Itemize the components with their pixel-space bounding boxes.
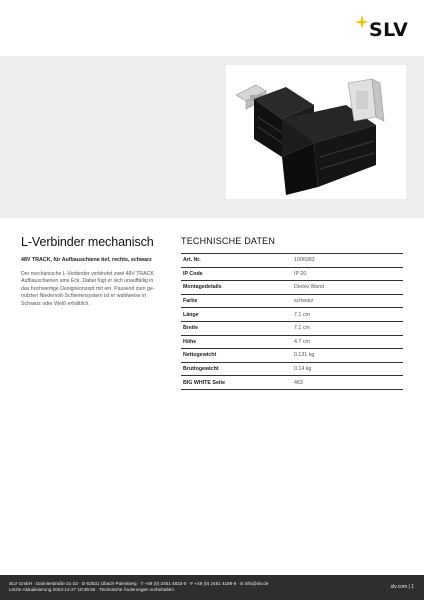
row-label: Länge: [181, 308, 292, 322]
table-row: [181, 349, 403, 363]
table-row: [181, 362, 403, 376]
technical-data-title: TECHNISCHE DATEN: [181, 236, 276, 246]
row-label: Farbe: [181, 294, 292, 308]
technical-data: [181, 236, 403, 390]
description-line: Der mechanische L-Verbinder verbindet zwei 48V TRACK: [21, 271, 154, 277]
footer-page-number: slv.com | 1: [390, 584, 414, 590]
row-value: schwarz: [292, 294, 403, 308]
brand-name: SLV: [369, 19, 409, 41]
product-title: L-Verbinder mechanisch: [21, 235, 154, 249]
description-line: das hochwertige Designkonzept mit ein. Passend zum ge-: [21, 285, 155, 292]
slv-logo: [355, 18, 407, 42]
l-connector-illustration: [226, 65, 406, 199]
page-header: [0, 0, 424, 56]
row-label: BIG WHITE Seite: [181, 376, 292, 390]
table-row: [181, 254, 403, 268]
description-line: nutzten Niedervolt-Schienensystem ist er wahlweise in: [21, 293, 147, 300]
row-value: 0.131 kg: [292, 349, 403, 363]
row-value: 1006983: [292, 254, 403, 268]
product-image: [226, 65, 406, 199]
product-description: [21, 271, 171, 308]
table-row: [181, 294, 403, 308]
row-label: Art. Nr.: [181, 254, 292, 268]
row-label: Breite: [181, 321, 292, 335]
table-row: [181, 267, 403, 281]
footer-address: SLV GmbH · Daimlerstraße 21-23 · D-52531 Übach-Palenberg · T +49 (0) 2451 4833-0 · F +49 (0) 2451 4188-8 · E info@slv.de: [9, 581, 269, 586]
row-value: 4.7 cm: [292, 335, 403, 349]
row-label: Nettogewicht: [181, 349, 292, 363]
row-value: 7.1 cm: [292, 321, 403, 335]
table-row: [181, 376, 403, 390]
table-row: [181, 335, 403, 349]
description-line: Aufbauschienen ums Eck. Dabei fügt er sich unauffällig in: [21, 278, 154, 285]
row-value: 7.1 cm: [292, 308, 403, 322]
row-label: Montagedetails: [181, 281, 292, 295]
table-row: [181, 308, 403, 322]
product-info: [21, 235, 171, 308]
row-label: Höhe: [181, 335, 292, 349]
product-subtitle: 48V TRACK, für Aufbauschiene tief, rechts, schwarz: [21, 257, 152, 263]
page-footer: [0, 575, 424, 600]
row-value: 463: [292, 376, 403, 390]
footer-company-info: [9, 581, 268, 593]
table-row: [181, 281, 403, 295]
technical-data-table: [181, 253, 403, 390]
row-value: IP 20: [292, 267, 403, 281]
table-row: [181, 321, 403, 335]
row-label: Bruttogewicht: [181, 362, 292, 376]
footer-update-note: Letzte Aktualisierung 2023-12-27 10:38:55 · Technische Änderungen vorbehalten: [9, 587, 174, 593]
sparkle-icon: [355, 15, 369, 29]
description-line: Schwarz oder Weiß erhältlich.: [21, 300, 90, 307]
row-value: 0.14 kg: [292, 362, 403, 376]
row-label: IP Code: [181, 267, 292, 281]
row-value: Decke,Wand: [292, 281, 403, 295]
